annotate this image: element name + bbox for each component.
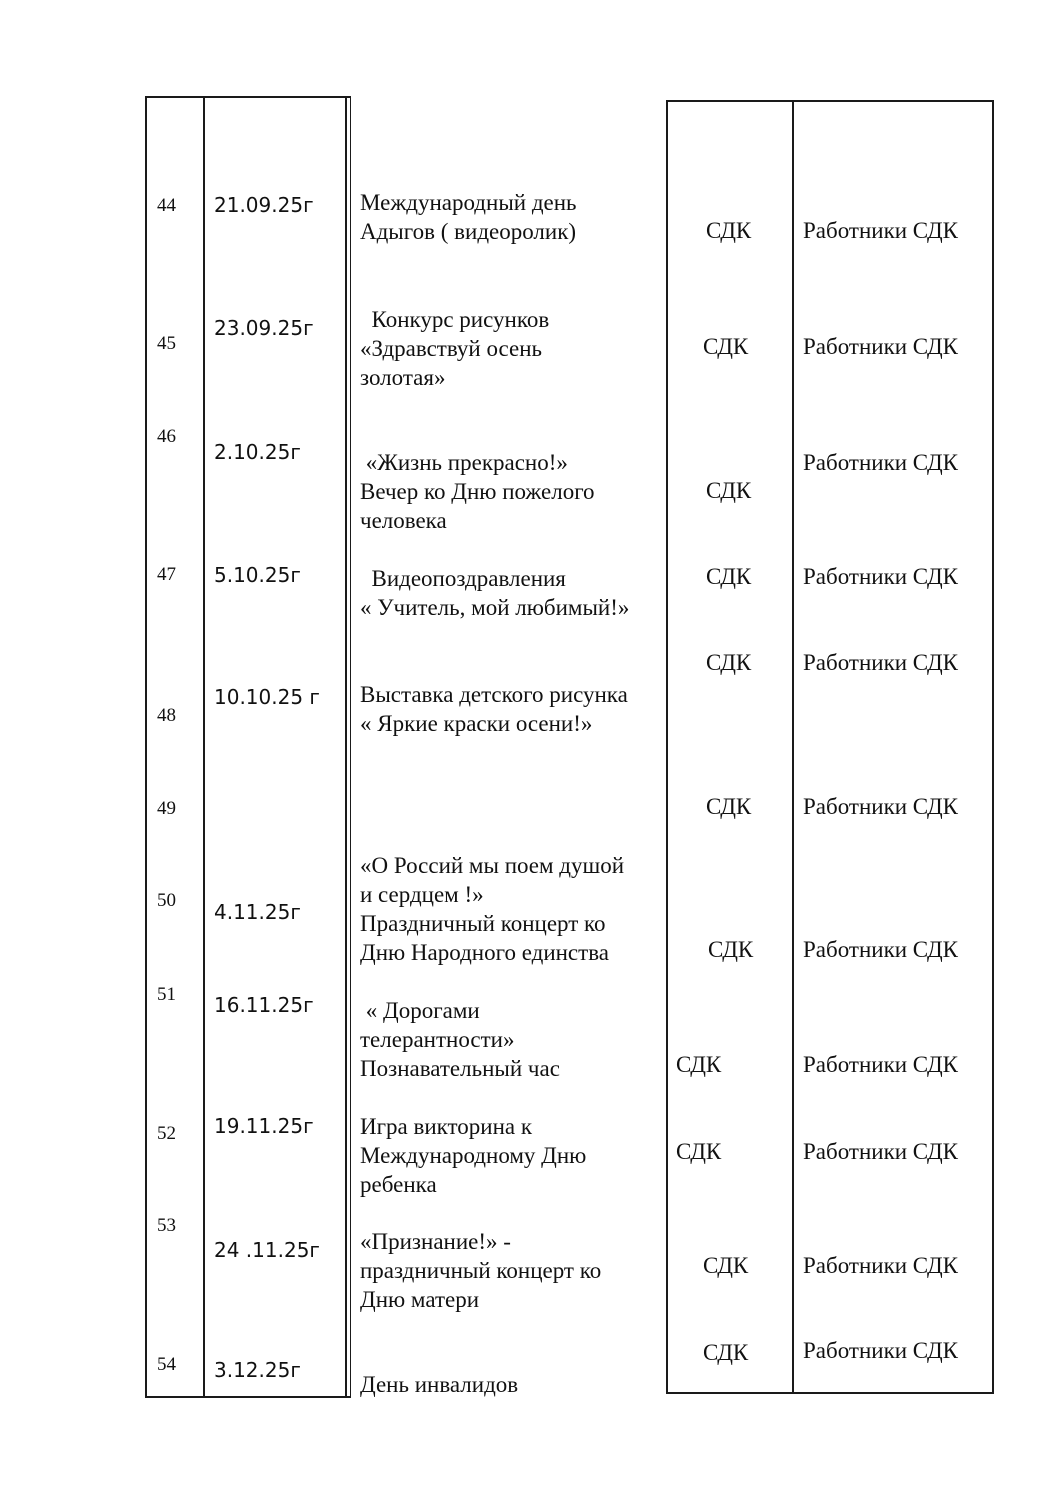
event-date: 16.11.25г (214, 993, 314, 1017)
event-title: День инвалидов (360, 1372, 519, 1397)
column-divider (203, 96, 205, 1398)
table-border-left (145, 96, 147, 1398)
responsible-persons: Работники СДК (803, 450, 959, 475)
responsible-persons: Работники СДК (803, 564, 959, 589)
table-border-right (992, 100, 994, 1394)
responsible-persons: Работники СДК (803, 650, 959, 675)
event-title: Игра викторина к Международному Дню ребенка (360, 1114, 587, 1197)
table-border-top (666, 100, 994, 102)
event-date: 10.10.25 г (214, 685, 320, 709)
event-title: «Жизнь прекрасно!» Вечер ко Дню пожелого человека (360, 450, 595, 533)
event-title: Выставка детского рисунка « Яркие краски осени!» (360, 682, 628, 736)
row-number: 47 (157, 564, 176, 585)
event-title: «Признание!» - праздничный концерт ко Дню матери (360, 1229, 602, 1312)
event-date: 19.11.25г (214, 1114, 314, 1138)
table-border-top (145, 96, 351, 98)
event-place: СДК (703, 1253, 749, 1278)
event-title: « Дорогами телерантности» Познавательный час (360, 998, 560, 1081)
event-place: СДК (706, 650, 752, 675)
responsible-persons: Работники СДК (803, 1338, 959, 1363)
event-date: 5.10.25г (214, 563, 301, 587)
event-place: СДК (676, 1052, 722, 1077)
row-number: 52 (157, 1123, 176, 1144)
row-number: 51 (157, 984, 176, 1005)
responsible-persons: Работники СДК (803, 794, 959, 819)
event-date: 2.10.25г (214, 440, 301, 464)
row-number: 44 (157, 195, 176, 216)
event-place: СДК (676, 1139, 722, 1164)
event-place: СДК (706, 794, 752, 819)
column-divider (792, 100, 794, 1394)
event-date: 24 .11.25г (214, 1238, 320, 1262)
responsible-persons: Работники СДК (803, 218, 959, 243)
event-title: Конкурс рисунков «Здравствуй осень золотая» (360, 307, 550, 390)
row-number: 49 (157, 798, 176, 819)
event-place: СДК (706, 564, 752, 589)
responsible-persons: Работники СДК (803, 1139, 959, 1164)
table-border-bottom (145, 1396, 351, 1398)
event-title: Видеопоздравления « Учитель, мой любимый!» (360, 566, 630, 620)
responsible-persons: Работники СДК (803, 937, 959, 962)
responsible-persons: Работники СДК (803, 1253, 959, 1278)
column-divider (666, 100, 668, 1394)
event-title: «О Россий мы поем душой и сердцем !» Праздничный концерт ко Дню Народного единства (360, 853, 625, 965)
row-number: 53 (157, 1215, 176, 1236)
event-date: 3.12.25г (214, 1358, 301, 1382)
event-place: СДК (703, 334, 749, 359)
row-number: 48 (157, 705, 176, 726)
event-place: СДК (708, 937, 754, 962)
event-date: 21.09.25г (214, 193, 314, 217)
event-place: СДК (706, 218, 752, 243)
event-place: СДК (706, 478, 752, 503)
event-date: 23.09.25г (214, 316, 314, 340)
row-number: 46 (157, 426, 176, 447)
table-border-bottom (666, 1392, 994, 1394)
row-number: 45 (157, 333, 176, 354)
event-place: СДК (703, 1340, 749, 1365)
column-divider (350, 96, 351, 1398)
row-number: 50 (157, 890, 176, 911)
event-title: Международный день Адыгов ( видеоролик) (360, 190, 577, 244)
responsible-persons: Работники СДК (803, 1052, 959, 1077)
column-divider (345, 96, 347, 1398)
responsible-persons: Работники СДК (803, 334, 959, 359)
row-number: 54 (157, 1354, 176, 1375)
event-date: 4.11.25г (214, 900, 301, 924)
